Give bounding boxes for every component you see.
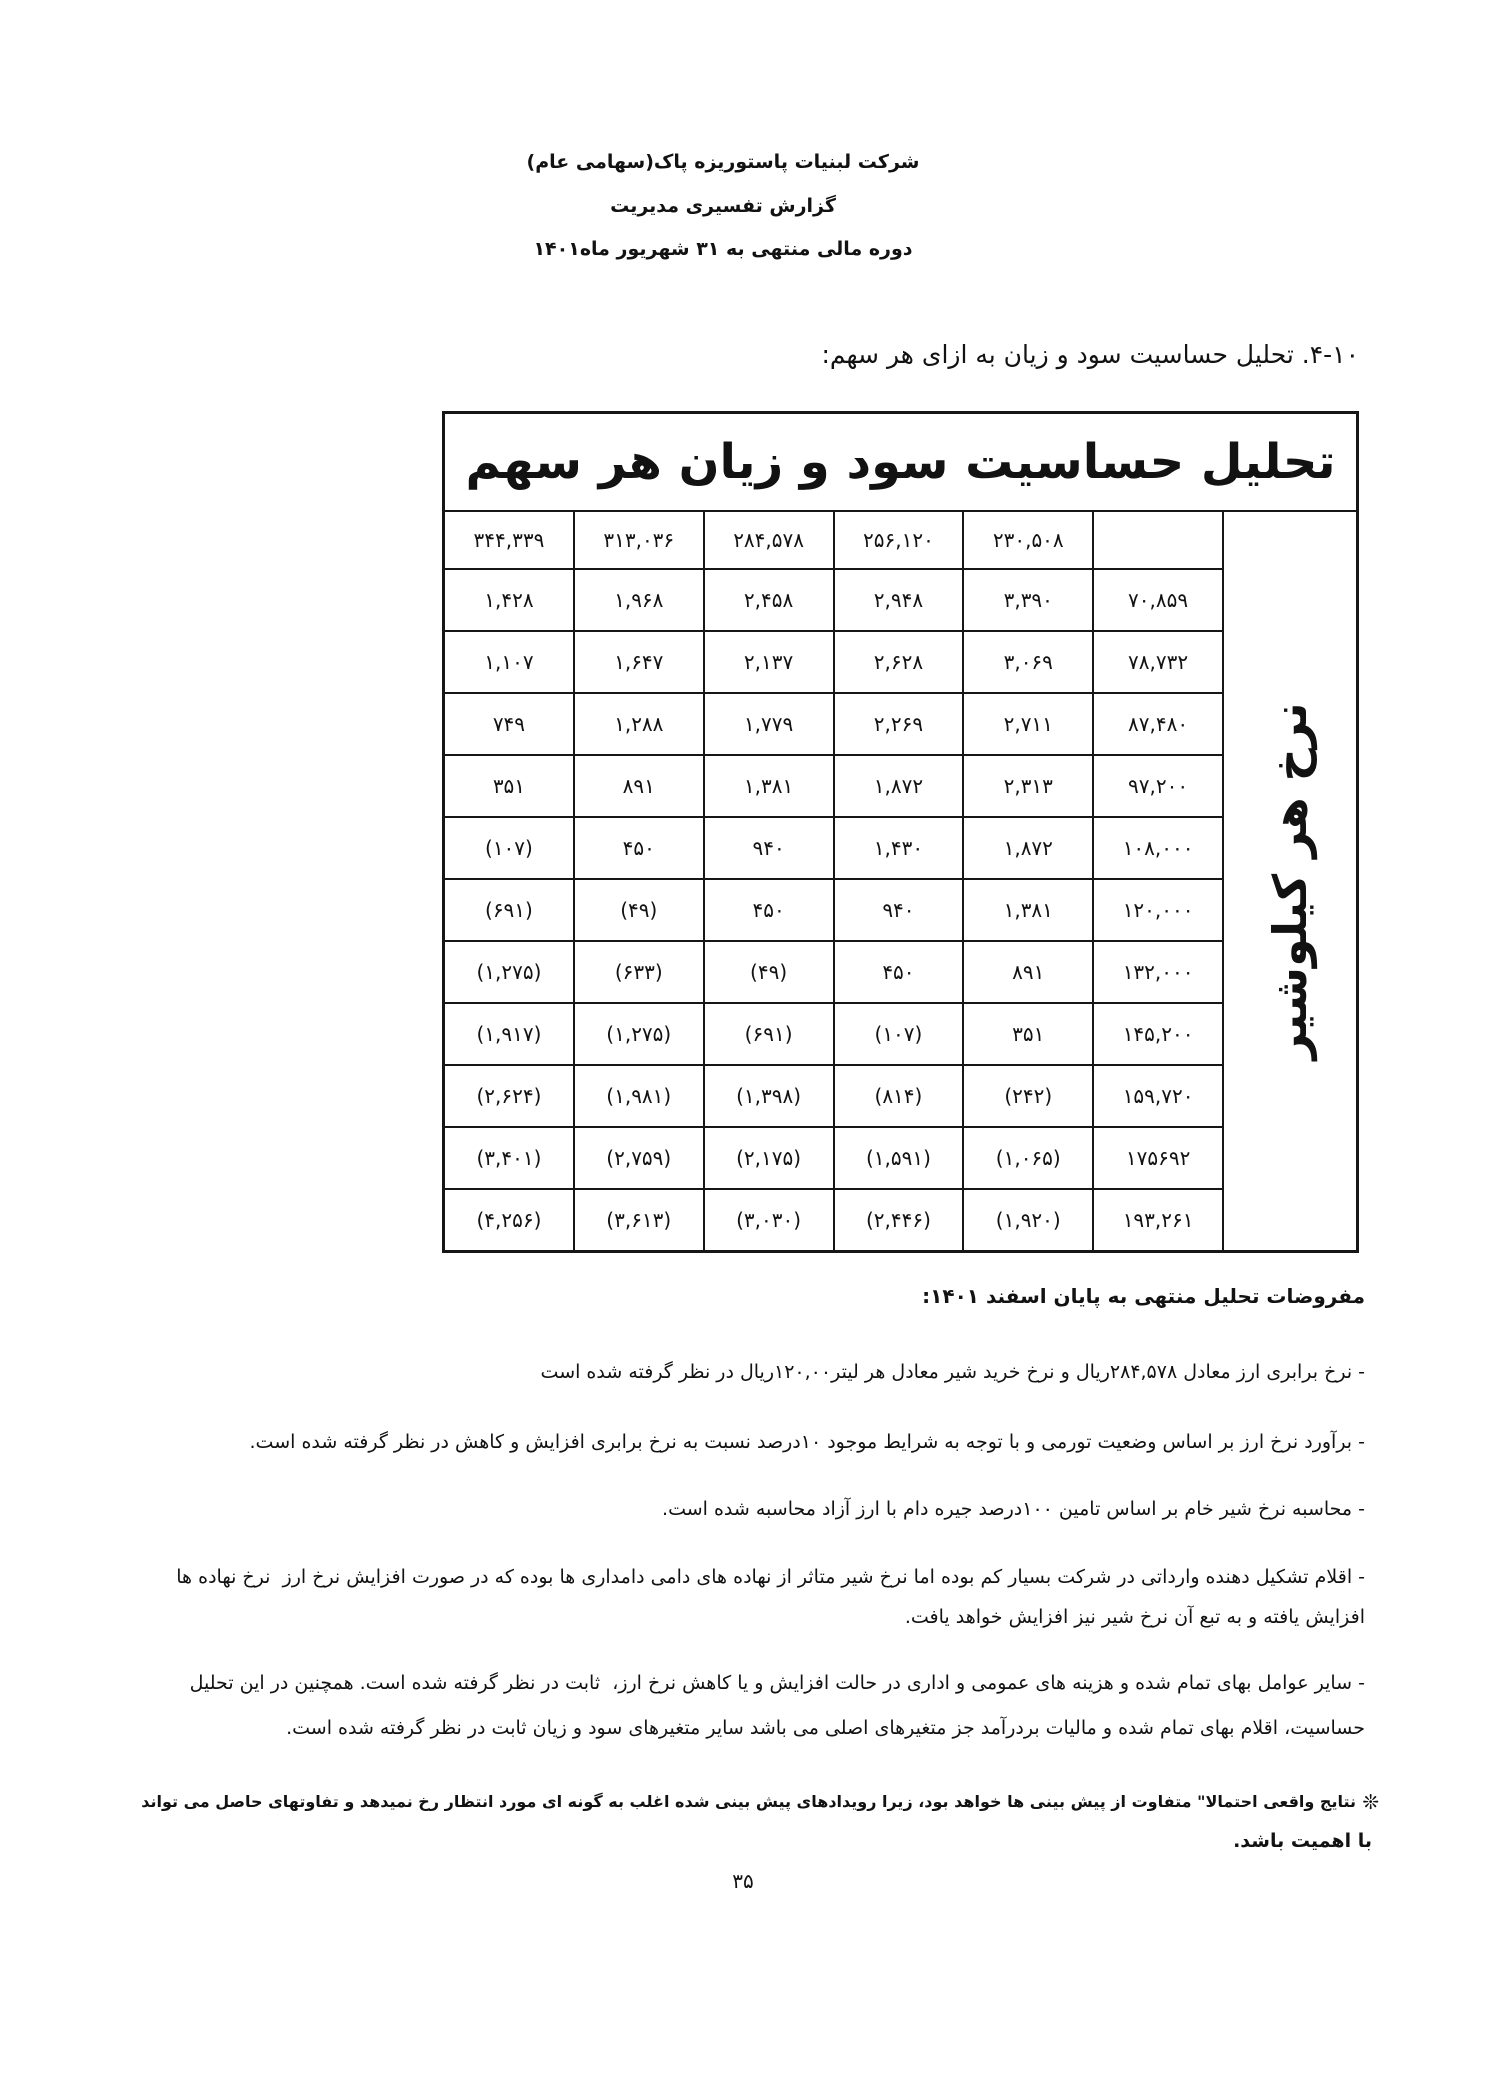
value-cell: ۱,۴۳۰	[835, 818, 963, 878]
value-cell: (۱,۹۲۰)	[964, 1190, 1092, 1250]
value-cell: ۴۵۰	[575, 818, 703, 878]
value-cell: ۲,۱۳۷	[705, 632, 833, 692]
value-cell: (۴۹)	[705, 942, 833, 1002]
value-cell: ۱,۶۴۷	[575, 632, 703, 692]
value-cell: ۹۴۰	[705, 818, 833, 878]
value-cell: ۴۵۰	[705, 880, 833, 940]
assumption-item-raw-milk: - محاسبه نرخ شیر خام بر اساس تامین ۱۰۰درصد جیره دام با ارز آزاد محاسبه شده است.	[662, 1498, 1365, 1520]
value-cell: (۲۴۲)	[964, 1066, 1092, 1126]
row-label: ۹۷,۲۰۰	[1094, 756, 1222, 816]
value-cell: ۱,۳۸۱	[705, 756, 833, 816]
value-cell: ۲,۳۱۳	[964, 756, 1092, 816]
assumption-item-imports-continued: افزایش یافته و به تبع آن نرخ شیر نیز افزایش خواهد یافت.	[904, 1606, 1365, 1628]
value-cell: (۱,۲۷۵)	[575, 1004, 703, 1064]
row-label: ۱۳۲,۰۰۰	[1094, 942, 1222, 1002]
value-cell: ۱,۸۷۲	[964, 818, 1092, 878]
value-cell: (۱,۹۱۷)	[445, 1004, 573, 1064]
value-cell: ۲,۷۱۱	[964, 694, 1092, 754]
assumption-item-other-factors: - سایر عوامل بهای تمام شده و هزینه های عمومی و اداری در حالت افزایش و یا کاهش نرخ ارز، ثابت در نظر گرفته شده است. همچنین در این تحلیل	[189, 1672, 1365, 1694]
value-cell: (۲,۷۵۹)	[575, 1128, 703, 1188]
row-label: ۱۴۵,۲۰۰	[1094, 1004, 1222, 1064]
value-cell: ۱,۷۷۹	[705, 694, 833, 754]
assumption-item-imports: - اقلام تشکیل دهنده وارداتی در شرکت بسیار کم بوده اما نرخ شیر متاثر از نهاده های دامی دامداری ها بوده که در صورت افزایش نرخ ارز نرخ نهاده ها	[176, 1566, 1365, 1588]
value-cell: ۸۹۱	[575, 756, 703, 816]
row-label: ۸۷,۴۸۰	[1094, 694, 1222, 754]
column-header: ۲۵۶,۱۲۰	[835, 512, 963, 568]
value-cell: ۱,۸۷۲	[835, 756, 963, 816]
row-label: ۱۵۹,۷۲۰	[1094, 1066, 1222, 1126]
value-cell: ۳,۰۶۹	[964, 632, 1092, 692]
assumption-item-rate-estimate: - برآورد نرخ ارز بر اساس وضعیت تورمی و با توجه به شرایط موجود ۱۰درصد نسبت به نرخ برابری افزایش و کاهش در نظر گرفته شده است.	[249, 1431, 1365, 1453]
column-header: ۲۳۰,۵۰۸	[964, 512, 1092, 568]
value-cell: ۳۵۱	[445, 756, 573, 816]
value-cell: ۱,۳۸۱	[964, 880, 1092, 940]
value-cell: (۲,۱۷۵)	[705, 1128, 833, 1188]
section-heading: ۴-۱۰. تحلیل حساسیت سود و زیان به ازای هر سهم:	[821, 340, 1359, 369]
row-axis-label: نرخ هر کیلوشیر	[1263, 702, 1317, 1060]
row-label: ۱۰۸,۰۰۰	[1094, 818, 1222, 878]
report-period: دوره مالی منتهی به ۳۱ شهریور ماه۱۴۰۱	[533, 238, 913, 260]
value-cell: (۲,۶۲۴)	[445, 1066, 573, 1126]
row-label: ۷۸,۷۳۲	[1094, 632, 1222, 692]
row-label: ۷۰,۸۵۹	[1094, 570, 1222, 630]
row-label: ۱۹۳,۲۶۱	[1094, 1190, 1222, 1250]
column-header: ۳۴۴,۳۳۹	[445, 512, 573, 568]
row-label: ۱۲۰,۰۰۰	[1094, 880, 1222, 940]
assumptions-heading: مفروضات تحلیل منتهی به پایان اسفند ۱۴۰۱:	[922, 1284, 1365, 1308]
value-cell: ۱,۱۰۷	[445, 632, 573, 692]
value-cell: ۲,۹۴۸	[835, 570, 963, 630]
note-line: نتایج واقعی احتمالا" متفاوت از پیش بینی ها خواهد بود، زیرا رویدادهای پیش بینی شده اغلب به گونه ای مورد انتظار رخ نمیدهد و تفاوتهای حاصل می تواند	[141, 1792, 1356, 1811]
value-cell: (۱۰۷)	[835, 1004, 963, 1064]
asterisk-icon: ❊	[1362, 1790, 1379, 1814]
row-label: ۱۷۵۶۹۲	[1094, 1128, 1222, 1188]
value-cell: ۲,۴۵۸	[705, 570, 833, 630]
value-cell: (۲,۴۴۶)	[835, 1190, 963, 1250]
value-cell: (۸۱۴)	[835, 1066, 963, 1126]
value-cell: (۴۹)	[575, 880, 703, 940]
table-title: تحلیل حساسیت سود و زیان هر سهم	[445, 414, 1356, 510]
value-cell: (۶۹۱)	[705, 1004, 833, 1064]
value-cell: (۴,۲۵۶)	[445, 1190, 573, 1250]
value-cell: ۳,۳۹۰	[964, 570, 1092, 630]
column-header: ۳۱۳,۰۳۶	[575, 512, 703, 568]
value-cell: ۷۴۹	[445, 694, 573, 754]
page-number: ۳۵	[732, 1869, 754, 1893]
note-line-continued: با اهمیت باشد.	[1233, 1830, 1372, 1852]
value-cell: ۲,۶۲۸	[835, 632, 963, 692]
header-corner-cell	[1094, 512, 1222, 568]
value-cell: (۶۳۳)	[575, 942, 703, 1002]
value-cell: ۱,۹۶۸	[575, 570, 703, 630]
value-cell: (۱۰۷)	[445, 818, 573, 878]
assumption-item-other-factors-continued: حساسیت، اقلام بهای تمام شده و مالیات بردرآمد جز متغیرهای اصلی می باشد سایر متغیرهای سود و زیان ثابت در نظر گرفته شده است.	[286, 1717, 1365, 1739]
value-cell: ۱,۴۲۸	[445, 570, 573, 630]
value-cell: (۳,۰۳۰)	[705, 1190, 833, 1250]
value-cell: (۱,۹۸۱)	[575, 1066, 703, 1126]
value-cell: ۸۹۱	[964, 942, 1092, 1002]
value-cell: (۶۹۱)	[445, 880, 573, 940]
row-axis-cell	[1224, 512, 1356, 1250]
value-cell: (۱,۳۹۸)	[705, 1066, 833, 1126]
sensitivity-table	[442, 411, 1359, 1253]
value-cell: ۹۴۰	[835, 880, 963, 940]
value-cell: (۳,۴۰۱)	[445, 1128, 573, 1188]
value-cell: ۲,۲۶۹	[835, 694, 963, 754]
value-cell: (۱,۵۹۱)	[835, 1128, 963, 1188]
value-cell: (۳,۶۱۳)	[575, 1190, 703, 1250]
report-title: گزارش تفسیری مدیریت	[610, 195, 836, 217]
value-cell: (۱,۰۶۵)	[964, 1128, 1092, 1188]
value-cell: ۴۵۰	[835, 942, 963, 1002]
company-name: شرکت لبنیات پاستوریزه پاک(سهامی عام)	[526, 151, 920, 173]
value-cell: ۱,۲۸۸	[575, 694, 703, 754]
value-cell: ۳۵۱	[964, 1004, 1092, 1064]
assumption-item-exchange-rate: - نرخ برابری ارز معادل ۲۸۴,۵۷۸ریال و نرخ خرید شیر معادل هر لیتر۱۲۰,۰۰ریال در نظر گرفته شده است	[540, 1361, 1365, 1383]
column-header: ۲۸۴,۵۷۸	[705, 512, 833, 568]
value-cell: (۱,۲۷۵)	[445, 942, 573, 1002]
